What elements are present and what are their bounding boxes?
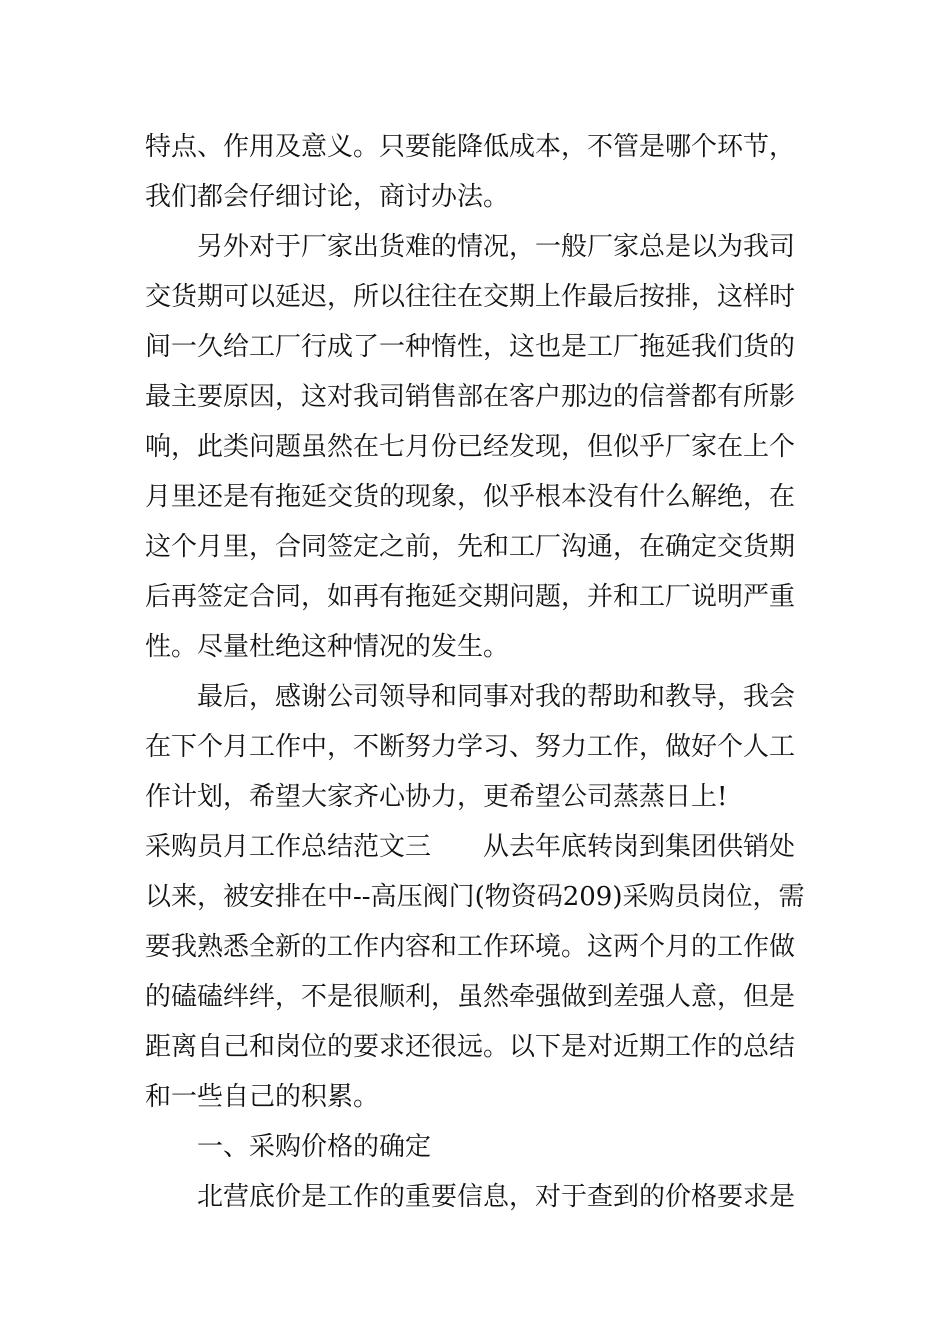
text-line: 月里还是有拖延交货的现象，似乎根本没有什么解绝，在 bbox=[145, 482, 796, 512]
text-line: 性。尽量杜绝这种情况的发生。 bbox=[145, 632, 510, 662]
text-line: 和一些自己的积累。 bbox=[145, 1082, 380, 1112]
text-line: 以来，被安排在中--高压阀门(物资码209)采购员岗位，需 bbox=[145, 882, 805, 912]
text-line: 另外对于厂家出货难的情况，一般厂家总是以为我司 bbox=[197, 232, 796, 262]
text-line: 要我熟悉全新的工作内容和工作环境。这两个月的工作做 bbox=[145, 932, 796, 962]
text-line-with-heading bbox=[145, 822, 810, 872]
text-line: 特点、作用及意义。只要能降低成本，不管是哪个环节， bbox=[145, 132, 796, 162]
text-line: 间一久给工厂行成了一种惰性，这也是工厂拖延我们货的 bbox=[145, 332, 796, 362]
text-line: 在下个月工作中，不断努力学习、努力工作，做好个人工 bbox=[145, 732, 796, 762]
text-line: 北营底价是工作的重要信息，对于查到的价格要求是 bbox=[197, 1182, 796, 1212]
text-line: 后再签定合同，如再有拖延交期问题，并和工厂说明严重 bbox=[145, 582, 796, 612]
text-line: 的磕磕绊绊，不是很顺利，虽然牵强做到差强人意，但是 bbox=[145, 982, 796, 1012]
text-line: 最后，感谢公司领导和同事对我的帮助和教导，我会 bbox=[197, 682, 796, 712]
subheading-line: 一、采购价格的确定 bbox=[197, 1132, 432, 1162]
text-line: 距离自己和岗位的要求还很远。以下是对近期工作的总结 bbox=[145, 1032, 796, 1062]
text-line: 最主要原因，这对我司销售部在客户那边的信誉都有所影 bbox=[145, 382, 796, 412]
document-page bbox=[145, 122, 810, 1222]
text-line: 我们都会仔细讨论，商讨办法。 bbox=[145, 182, 510, 212]
text-segment: 从去年底转岗到集团供销处 bbox=[483, 832, 796, 862]
text-line: 响，此类问题虽然在七月份已经发现，但似乎厂家在上个 bbox=[145, 432, 796, 462]
text-line: 作计划，希望大家齐心协力，更希望公司蒸蒸日上! bbox=[145, 782, 728, 812]
text-line: 交货期可以延迟，所以往往在交期上作最后按排，这样时 bbox=[145, 282, 796, 312]
text-line: 这个月里，合同签定之前，先和工厂沟通，在确定交货期 bbox=[145, 532, 796, 562]
section-heading: 采购员月工作总结范文三 bbox=[145, 832, 432, 862]
